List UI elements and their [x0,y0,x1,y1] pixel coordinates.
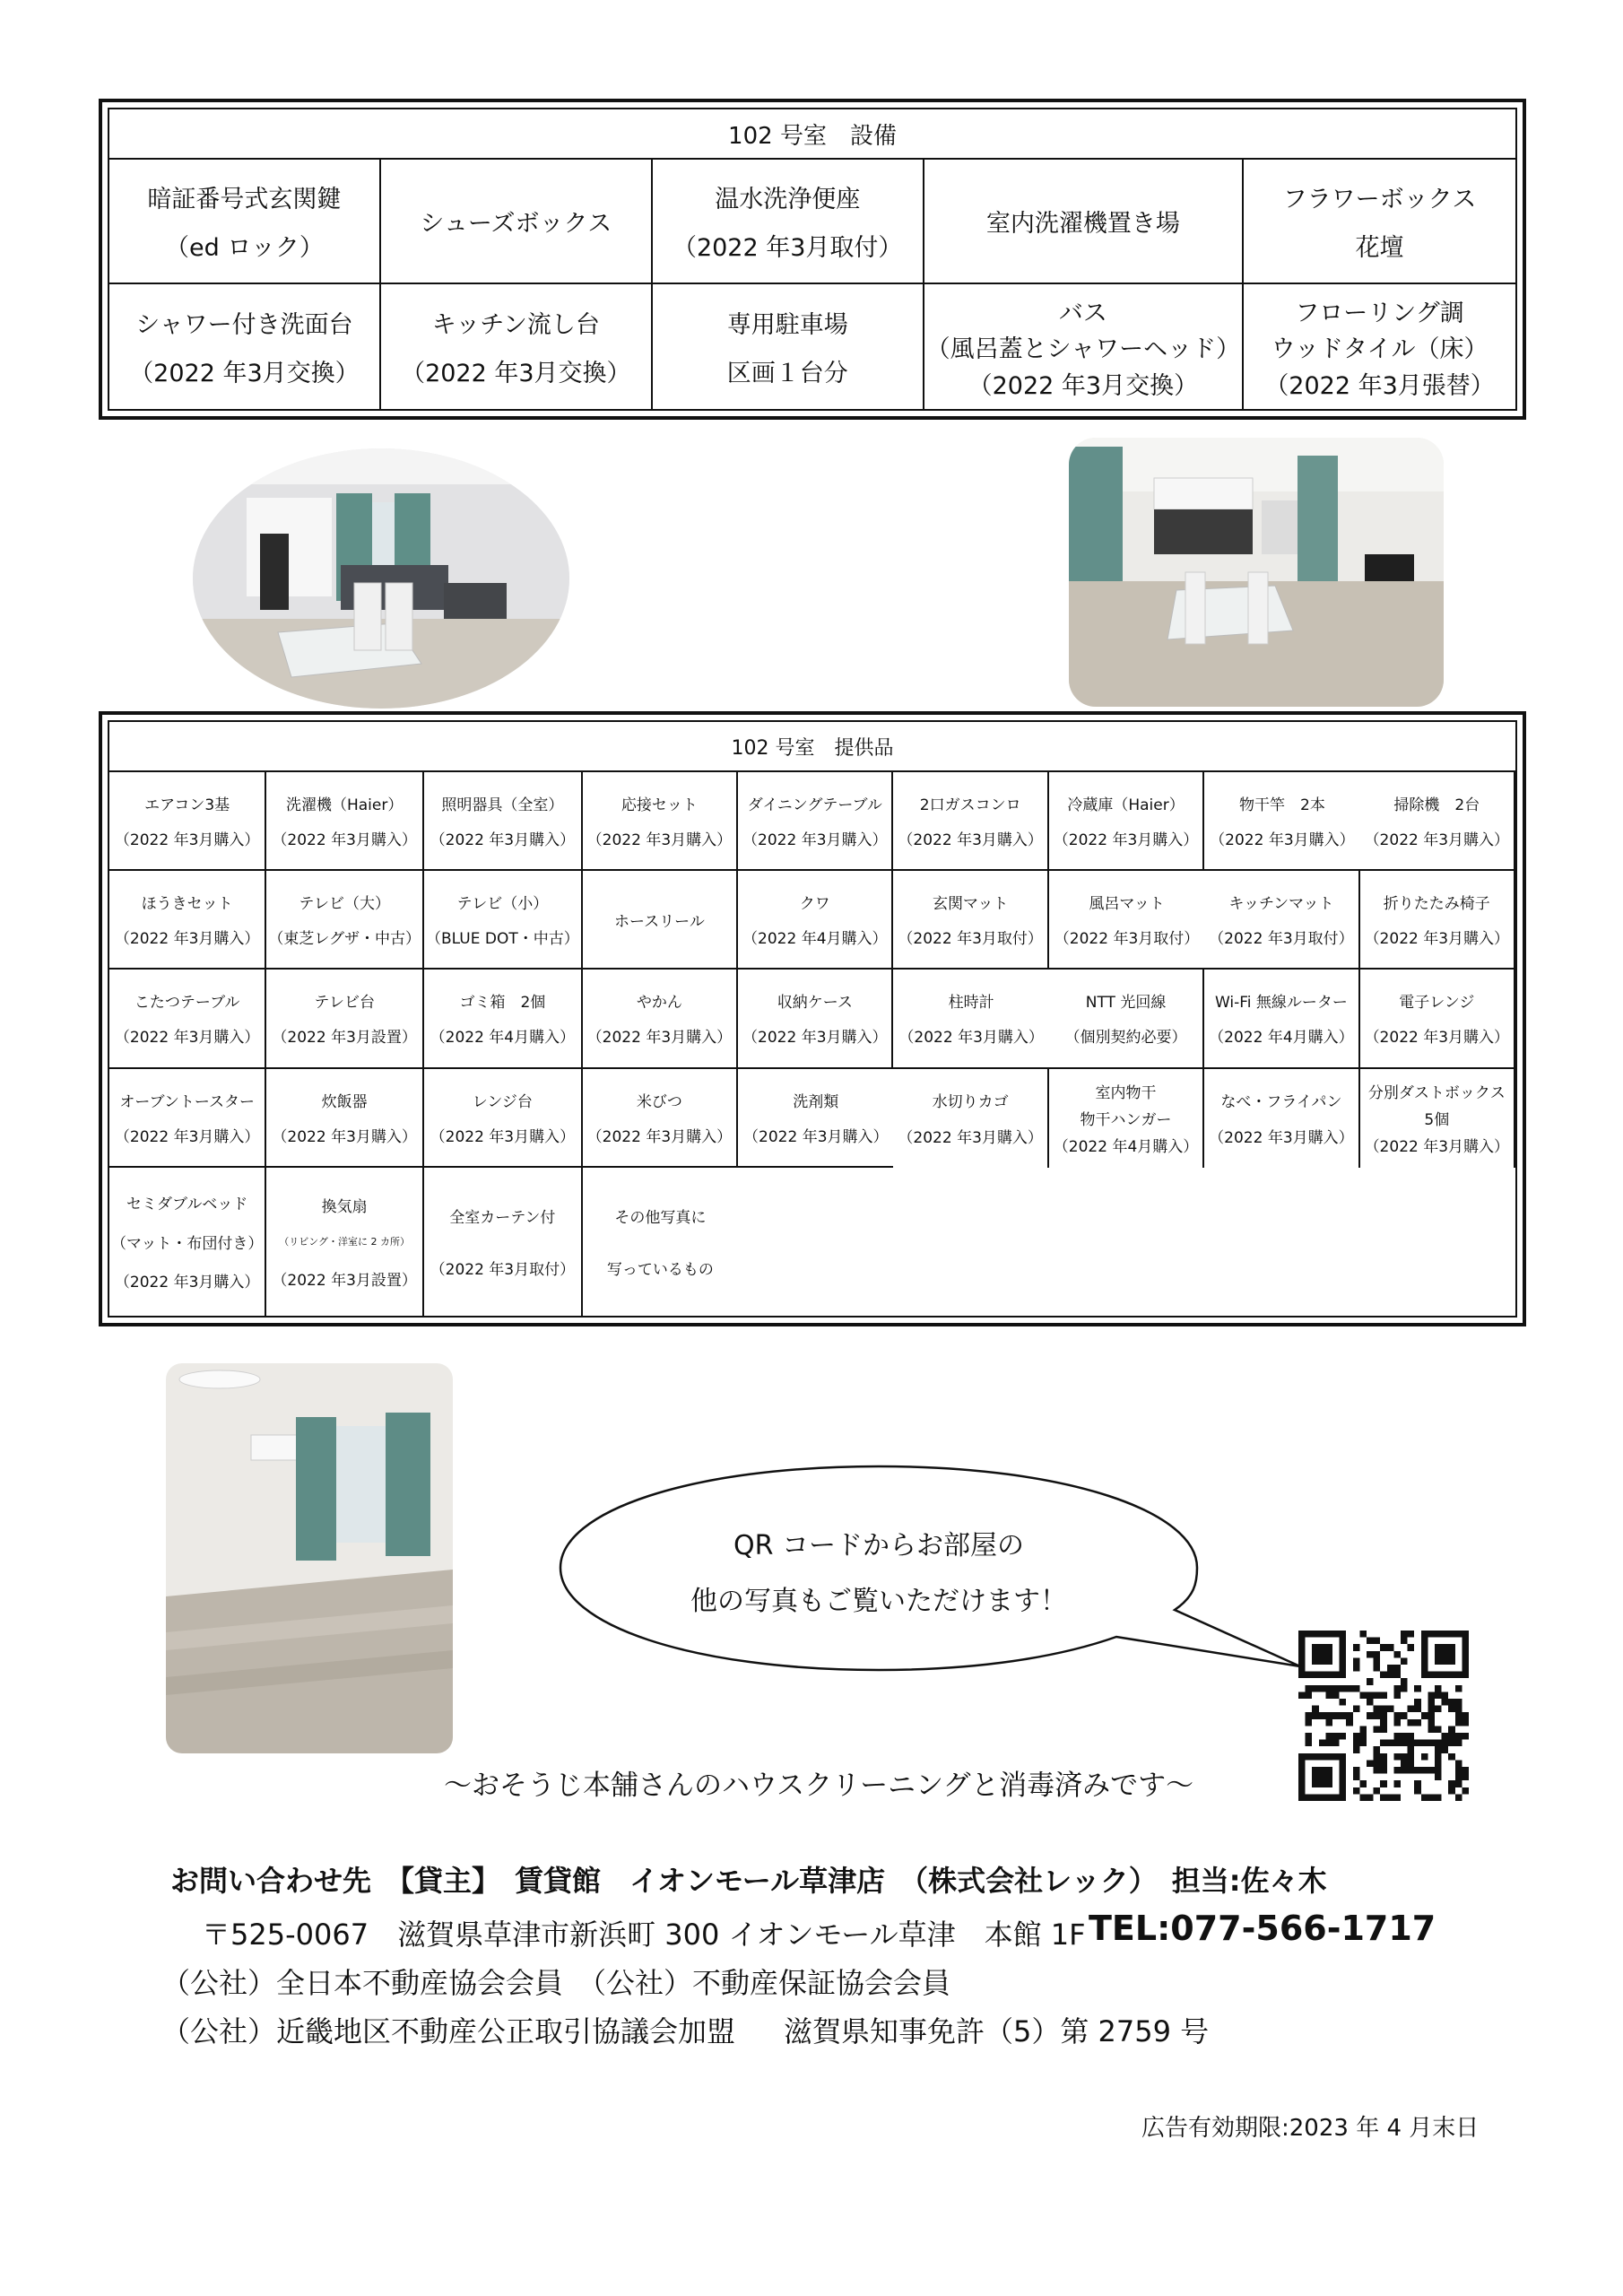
equipment-cell [381,284,653,409]
provided-cell-line: テレビ台 [314,994,375,1013]
provided-cell-line: 2口ガスコンロ [919,796,1021,815]
provided-cell [1360,970,1515,1068]
provided-cell [266,772,424,871]
provided-cell-line: ほうきセット [141,895,233,914]
provided-cell-line: 収納ケース [777,994,853,1013]
provided-cell [1360,772,1515,871]
provided-items-grid [109,772,1515,1316]
provided-cell-line: 掃除機 2台 [1393,796,1480,815]
provided-cell-line: （2022 年3月設置） [272,1272,417,1291]
provided-cell-line: （2022 年4月購入） [430,1029,576,1048]
provided-cell [1049,1069,1204,1168]
provided-cell-line: 柱時計 [948,994,994,1013]
provided-cell [266,871,424,970]
provided-cell-line: キッチンマット [1228,895,1334,914]
provided-cell-line: （2022 年3月購入） [430,831,576,850]
provided-cell-line: 冷蔵庫（Haier） [1067,796,1185,815]
provided-cell-line: 換気扇 [321,1197,368,1216]
equipment-cell-line: 花壇 [1355,233,1404,262]
equipment-cell-line: 暗証番号式玄関鍵 [147,186,342,214]
provided-cell-line: （2022 年3月購入） [114,1127,260,1146]
equipment-cell [653,160,924,284]
provided-cell-line: 水切りカゴ [932,1093,1009,1112]
provided-cell-line: （2022 年3月購入） [1364,1029,1510,1048]
provided-cell [266,1069,424,1168]
license-number: 滋賀県知事免許（5）第 2759 号 [784,2014,1210,2048]
equipment-cell [109,160,381,284]
provided-cell-line: （リビング・洋室に 2 カ所） [279,1236,411,1248]
provided-cell-line: Wi-Fi 無線ルーター [1214,994,1348,1013]
provided-cell [893,1069,1048,1168]
provided-cell-line: 応接セット [621,796,698,815]
provided-cell-line: （2022 年3月購入） [742,831,888,850]
provided-cell-line: 電子レンジ [1399,994,1475,1013]
provided-cell [109,1069,266,1168]
provided-cell [738,1069,893,1168]
provided-cell-line: （2022 年3月購入） [586,831,733,850]
provided-cell [424,1168,583,1316]
provided-cell-line: テレビ（大） [299,895,390,914]
equipment-cell-line: シャワー付き洗面台 [135,311,353,339]
equipment-cell-line: キッチン流し台 [431,311,600,339]
ad-validity: 広告有効期限:2023 年 4 月末日 [1141,2115,1480,2142]
provided-cell-line: 写っているもの [606,1260,714,1279]
provided-cell-line: 玄関マット [933,895,1009,914]
provided-cell-line: （2022 年3月購入） [742,1029,888,1048]
provided-cell [266,1168,424,1316]
equipment-cell-line: ウッドタイル（床） [1271,335,1488,363]
provided-cell [1204,871,1359,970]
provided-cell [109,970,266,1068]
provided-cell [1049,772,1204,871]
equipment-table [99,99,1526,420]
provided-cell-line: レンジ台 [472,1092,533,1111]
kitchen-photo [1069,438,1444,707]
provided-cell-line: （2022 年3月購入） [114,1274,260,1292]
provided-cell-line: （マット・布団付き） [111,1234,264,1253]
address-line: 〒525-0067 滋賀県草津市新浜町 300 イオンモール草津 本館 1F [202,1918,1086,1952]
provided-cell-line: （2022 年4月購入） [742,930,888,949]
equipment-cell [924,284,1244,409]
provided-cell-line: （2022 年4月購入） [1209,1029,1354,1048]
equipment-cell-line: （2022 年3月張替） [1264,371,1495,400]
provided-cell [893,772,1048,871]
equipment-cell-line: （2022 年3月取付） [672,233,903,262]
provided-cell-line: （2022 年3月購入） [1053,831,1199,850]
provided-cell [738,970,893,1068]
provided-cell [1049,970,1204,1068]
provided-cell-line: （2022 年3月購入） [1364,831,1510,850]
provided-cell [424,772,583,871]
provided-cell-line: （2022 年3月設置） [272,1029,417,1048]
provided-cell-line: 米びつ [636,1092,682,1111]
provided-cell [583,1168,738,1316]
provided-cell-line: （2022 年3月取付） [898,930,1043,949]
provided-cell-line: テレビ（小） [456,895,549,914]
equipment-cell-line: フローリング調 [1295,299,1464,327]
provided-cell [424,970,583,1068]
equipment-cell [1244,160,1515,284]
provided-cell-line: （2022 年3月取付） [430,1260,576,1279]
equipment-cell-line: （2022 年3月交換） [401,360,631,387]
provided-cell [424,1069,583,1168]
provided-cell-line: 風呂マット [1089,895,1165,914]
equipment-cell-line: バス [1058,299,1107,327]
equipment-cell [653,284,924,409]
qr-code[interactable] [1298,1631,1469,1801]
provided-cell-line: （2022 年3月購入） [430,1127,576,1146]
provided-cell [893,871,1048,970]
provided-cell-line: （2022 年3月購入） [898,831,1043,850]
provided-cell-line: ゴミ箱 2個 [459,994,546,1013]
equipment-cell [381,160,653,284]
provided-cell-line: ダイニングテーブル [747,796,882,815]
equipment-cell-line: 専用駐車場 [726,311,848,339]
provided-cell-line: 炊飯器 [321,1092,368,1111]
provided-cell-line: なべ・フライパン [1220,1093,1342,1112]
bubble-line-2: 他の写真もご覧いただけます！ [690,1586,1067,1617]
provided-cell [109,871,266,970]
provided-cell [1049,871,1204,970]
provided-cell-line: ホースリール [614,912,705,931]
bubble-line-1: QR コードからお部屋の [733,1530,1024,1561]
equipment-cell [109,284,381,409]
equipment-cell-line: フラワーボックス [1282,186,1477,214]
provided-cell [109,772,266,871]
provided-cell-line: （2022 年3月購入） [272,1127,417,1146]
provided-cell-line: （東芝レグザ・中古） [268,930,421,949]
provided-cell-line: （2022 年4月購入） [1053,1137,1199,1156]
provided-cell-line: エアコン3基 [144,796,230,815]
equipment-cell-line: （風呂蓋とシャワーヘッド） [925,335,1241,363]
provided-cell-line: （2022 年3月購入） [586,1029,733,1048]
provided-cell-line: （2022 年3月取付） [1054,930,1200,949]
equipment-table-title: 102 号室 設備 [109,109,1515,160]
provided-cell [738,772,893,871]
provided-cell-line: セミダブルベッド [126,1196,248,1214]
provided-cell-line: 物干ハンガー [1080,1111,1172,1130]
provided-cell-line: （2022 年3月購入） [114,1029,260,1048]
provided-cell-line: 物干竿 2本 [1239,796,1325,815]
provided-cell-line: NTT 光回線 [1085,994,1167,1013]
provided-cell [583,772,738,871]
provided-cell [583,970,738,1068]
equipment-cell-line: （2022 年3月交換） [968,371,1199,400]
provided-cell-line: 分別ダストボックス [1367,1084,1506,1103]
equipment-cell [924,160,1244,284]
provided-cell [1204,772,1359,871]
provided-cell [109,1168,266,1316]
provided-cell [583,1069,738,1168]
provided-cell-line: （2022 年3月購入） [1364,1137,1510,1156]
association-line-2: （公社）近畿地区不動産公正取引協議会加盟 [161,2014,736,2048]
phone-number: TEL:077-566-1717 [1089,1909,1436,1948]
equipment-grid [109,160,1515,409]
bedroom-photo [166,1363,453,1753]
provided-cell-line: （2022 年3月購入） [586,1127,733,1146]
provided-cell [893,970,1048,1068]
provided-cell-line: オーブントースター [119,1092,255,1111]
provided-cell-line: （2022 年3月購入） [898,1128,1043,1147]
provided-cell-line: （2022 年3月購入） [743,1127,889,1146]
provided-cell-line: （2022 年3月購入） [1209,1128,1354,1147]
provided-cell-line: （2022 年3月購入） [898,1029,1044,1048]
equipment-cell-line: （2022 年3月交換） [129,360,360,387]
provided-cell-line: （2022 年3月購入） [1210,831,1355,850]
equipment-cell-line: 室内洗濯機置き場 [985,210,1180,238]
provided-cell [424,871,583,970]
living-room-photo [193,448,569,709]
provided-cell-line: 洗濯機（Haier） [285,796,404,815]
provided-cell-line: こたつテーブル [134,994,240,1013]
qr-speech-bubble [556,1462,1264,1677]
provided-cell-line: その他写真に [614,1208,707,1227]
provided-cell-line: （2022 年3月購入） [114,831,260,850]
provided-cell [1360,1069,1515,1168]
provided-cell-line: 5個 [1424,1111,1450,1130]
cleaning-note: ～おそうじ本舗さんのハウスクリーニングと消毒済みです～ [444,1770,1194,1802]
provided-cell-line: （BLUE DOT・中古） [426,930,579,949]
contact-line: お問い合わせ先 【貸主】 賃貸館 イオンモール草津店 （株式会社レック） 担当:佐々木 [170,1864,1327,1898]
association-line-1: （公社）全日本不動産協会会員 （公社）不動産保証協会会員 [161,1966,951,2000]
provided-cell-line: （2022 年3月購入） [1364,930,1510,949]
equipment-cell-line: （ed ロック） [165,233,324,262]
provided-cell-line: 照明器具（全室） [441,796,564,815]
equipment-cell-line: 温水洗浄便座 [715,186,861,214]
equipment-cell-line: シューズボックス [420,210,612,238]
provided-cell-line: クワ [799,895,830,914]
provided-cell-line: 室内物干 [1095,1084,1157,1103]
provided-cell-line: 折りたたみ椅子 [1383,895,1490,914]
provided-cell [738,871,893,970]
provided-cell-line: 洗剤類 [793,1092,839,1111]
provided-cell [1204,970,1359,1068]
provided-cell-line: （個別契約必要） [1064,1029,1187,1048]
provided-cell-line: （2022 年3月購入） [272,831,417,850]
equipment-cell-line: 区画１台分 [726,360,848,387]
provided-cell [583,871,738,970]
equipment-cell [1244,284,1515,409]
provided-cell [1204,1069,1359,1168]
provided-cell-line: 全室カーテン付 [449,1208,556,1227]
provided-cell-line: （2022 年3月購入） [114,930,260,949]
provided-cell-line: （2022 年3月取付） [1209,930,1354,949]
provided-cell [266,970,424,1068]
provided-items-table [99,711,1526,1326]
provided-cell [1360,871,1515,970]
provided-items-table-title: 102 号室 提供品 [109,722,1515,772]
provided-cell-line: やかん [636,994,682,1013]
